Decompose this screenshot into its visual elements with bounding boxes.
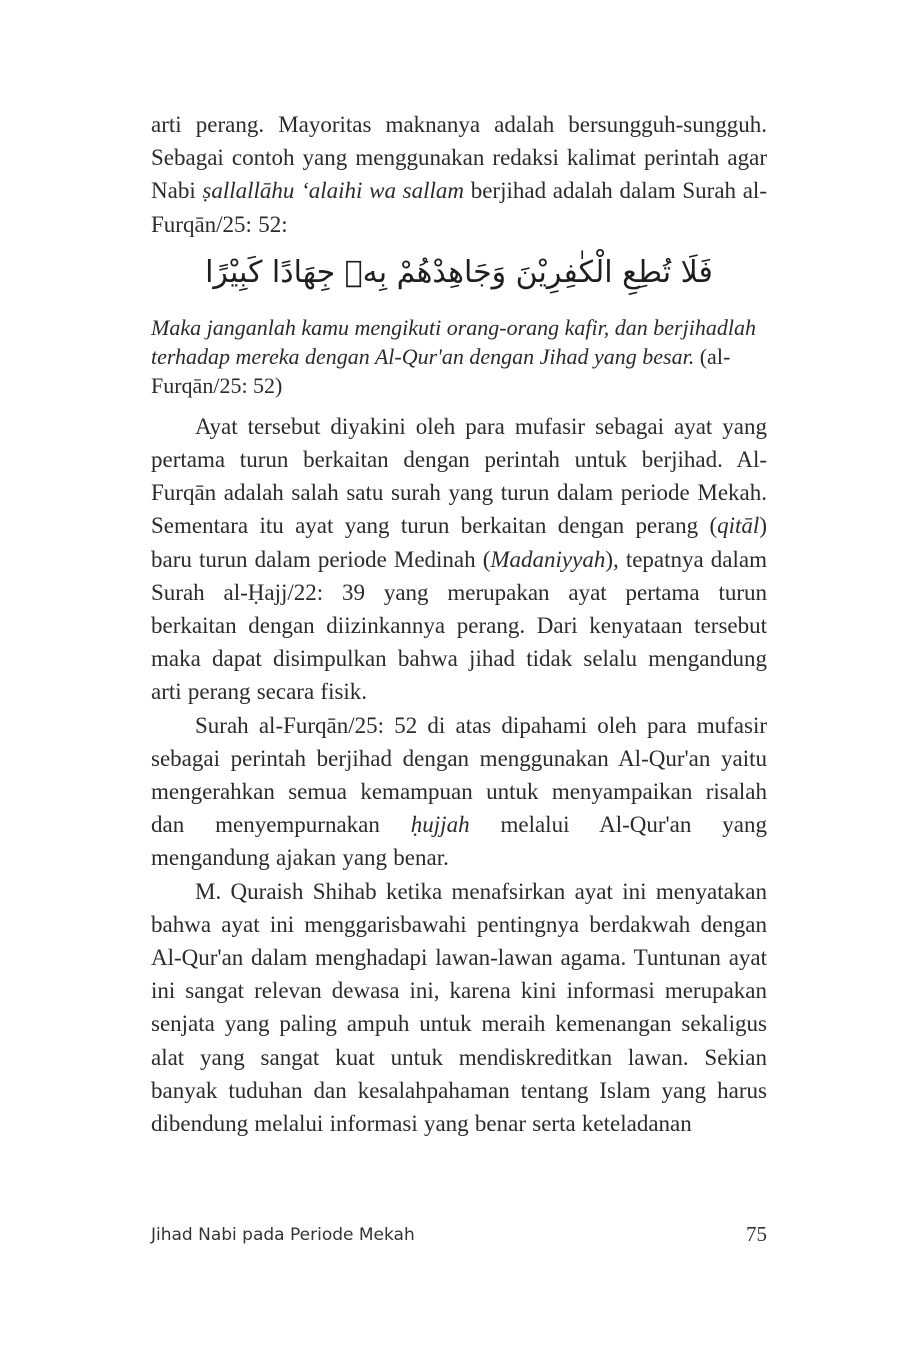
translation-text: Maka janganlah kamu mengikuti orang-orang kafir, dan berjihadlah terhadap mereka dengan Al-Qur'an dengan Jihad yang besar. — [151, 314, 756, 369]
paragraph-text: berjihad adalah dalam Surah al-Furqān/25: 52: — [151, 178, 767, 237]
paragraph-text: ) baru turun dalam periode Medinah ( — [151, 513, 767, 572]
paragraph-text: ), tepatnya dalam Surah al-Ḥajj/22: 39 yang merupakan ayat pertama turun berkaitan dengan diizinkannya perang. Dari kenyataan tersebut maka dapat disimpulkan bahwa jihad tidak selalu mengandung arti perang secara fisik. — [151, 546, 768, 705]
italic-term: ḥujjah — [410, 812, 470, 838]
paragraph-text: melalui Al-Qur'an yang mengandung ajakan yang benar. — [151, 812, 767, 871]
page-body — [151, 108, 767, 1140]
paragraph-text: Surah al-Furqān/25: 52 di atas dipahami oleh para mufasir sebagai perintah berjihad dengan menggunakan Al-Qur'an yaitu mengerahkan semua kemampuan untuk menyampaikan risalah dan menyempurnakan — [151, 712, 767, 838]
italic-term: qitāl — [717, 513, 760, 539]
paragraph-2 — [151, 410, 767, 709]
arabic-verse: فَلَا تُطِعِ الْكٰفِرِيْنَ وَجَاهِدْهُمْ بِهٖ جِهَادًا كَبِيْرًا — [205, 254, 713, 290]
page-number: 75 — [746, 1222, 767, 1246]
italic-term: Madaniyyah — [490, 546, 606, 572]
page-footer — [151, 1222, 767, 1252]
italic-honorific: ṣallallāhu ‘alaihi wa sallam — [202, 178, 465, 204]
paragraph-text: Ayat tersebut diyakini oleh para mufasir sebagai ayat yang pertama turun berkaitan dengan perintah untuk berjihad. Al-Furqān adalah salah satu surah yang turun dalam periode Mekah. Sementara itu ayat yang turun berkaitan dengan perang ( — [151, 413, 767, 539]
verse-reference: (al-Furqān/25: 52) — [151, 343, 731, 398]
running-title: Jihad Nabi pada Periode Mekah — [151, 1225, 415, 1245]
paragraph-1 — [151, 108, 767, 241]
paragraph-3 — [151, 709, 767, 875]
paragraph-text: arti perang. Mayoritas maknanya adalah bersungguh-sungguh. Sebagai contoh yang menggunakan redaksi kalimat perintah agar Nabi — [151, 112, 767, 204]
verse-translation — [151, 313, 767, 400]
paragraph-4: M. Quraish Shihab ketika menafsirkan ayat ini menyatakan bahwa ayat ini menggarisbawahi pentingnya berdakwah dengan Al-Qur'an dalam menghadapi lawan-lawan agama. Tuntunan ayat ini sangat relevan dewasa ini, karena kini informasi merupakan senjata yang paling ampuh untuk meraih kemenangan sekaligus alat yang sangat kuat untuk mendiskreditkan lawan. Sekian banyak tuduhan dan kesalahpahaman tentang Islam yang harus dibendung melalui informasi yang benar serta keteladanan — [151, 878, 767, 1137]
